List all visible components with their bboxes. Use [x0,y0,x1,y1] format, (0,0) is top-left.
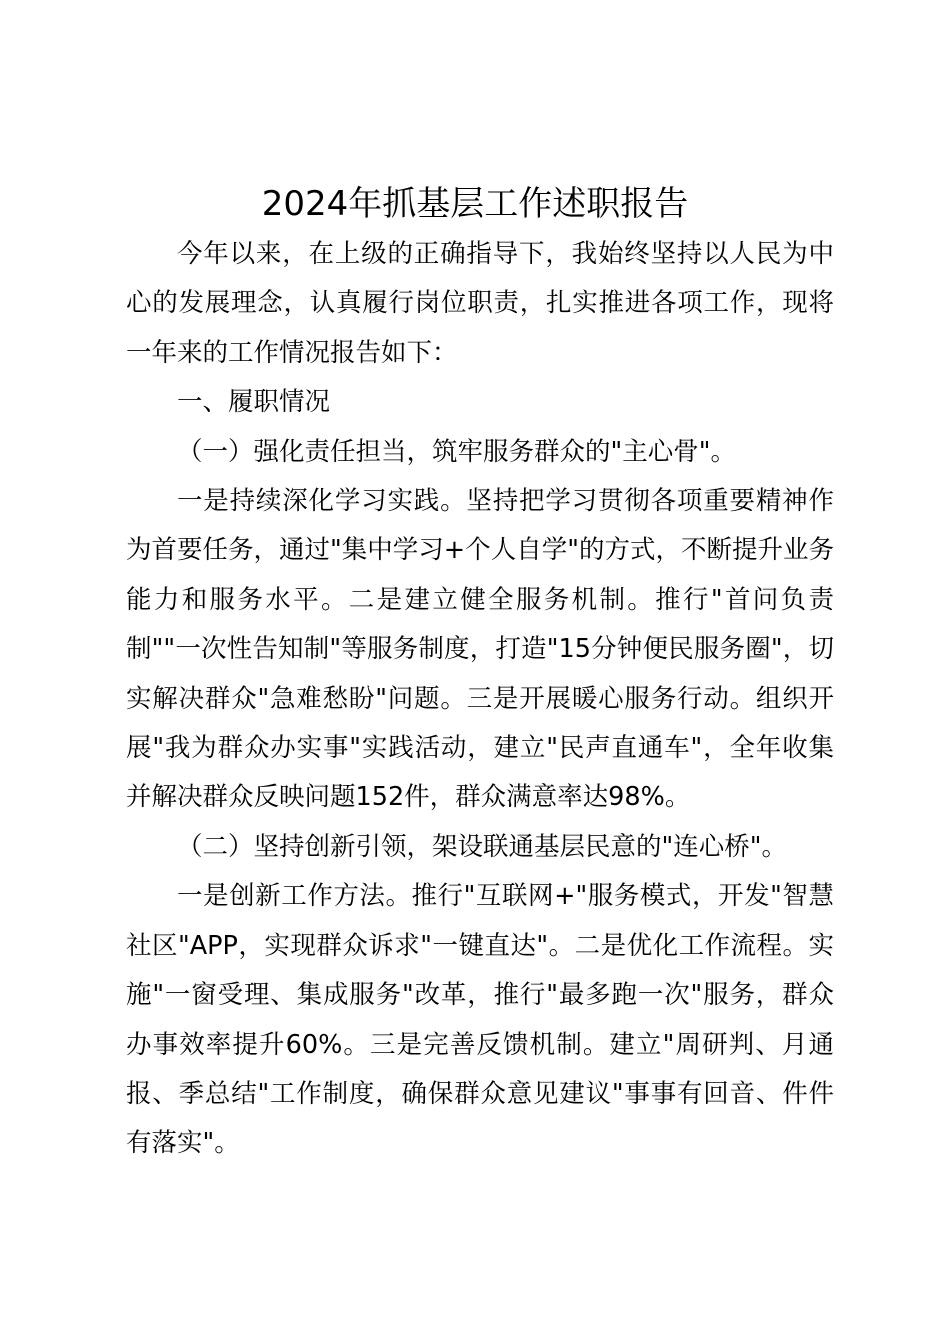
document-body [126,230,834,1169]
subsection-body-1: 一是持续深化学习实践。坚持把学习贯彻各项重要精神作为首要任务，通过"集中学习+个人自学"的方式，不断提升业务能力和服务水平。二是建立健全服务机制。推行"首问负责制""一次性告知制"等服务制度，打造"15分钟便民服务圈"，切实解决群众"急难愁盼"问题。三是开展暖心服务行动。组织开展"我为群众办实事"实践活动，建立"民声直通车"，全年收集并解决群众反映问题152件，群众满意率达98%。 [126,486,834,813]
section-heading: 一、履职情况 [177,387,331,418]
subsection-heading-2: （二）坚持创新引领，架设联通基层民意的"连心桥"。 [177,831,787,862]
subsection-body-2: 一是创新工作方法。推行"互联网+"服务模式，开发"智慧社区"APP，实现群众诉求"一键直达"。二是优化工作流程。实施"一窗受理、集成服务"改革，推行"最多跑一次"服务，群众办事效率提升60%。三是完善反馈机制。建立"周研判、月通报、季总结"工作制度，确保群众意见建议"事事有回音、件件有落实"。 [126,881,834,1159]
intro-paragraph: 今年以来，在上级的正确指导下，我始终坚持以人民为中心的发展理念，认真履行岗位职责，扎实推进各项工作，现将一年来的工作情况报告如下： [126,239,834,368]
subsection-heading-1: （一）强化责任担当，筑牢服务群众的"主心骨"。 [177,436,736,467]
document-title: 2024年抓基层工作述职报告 [261,184,689,224]
